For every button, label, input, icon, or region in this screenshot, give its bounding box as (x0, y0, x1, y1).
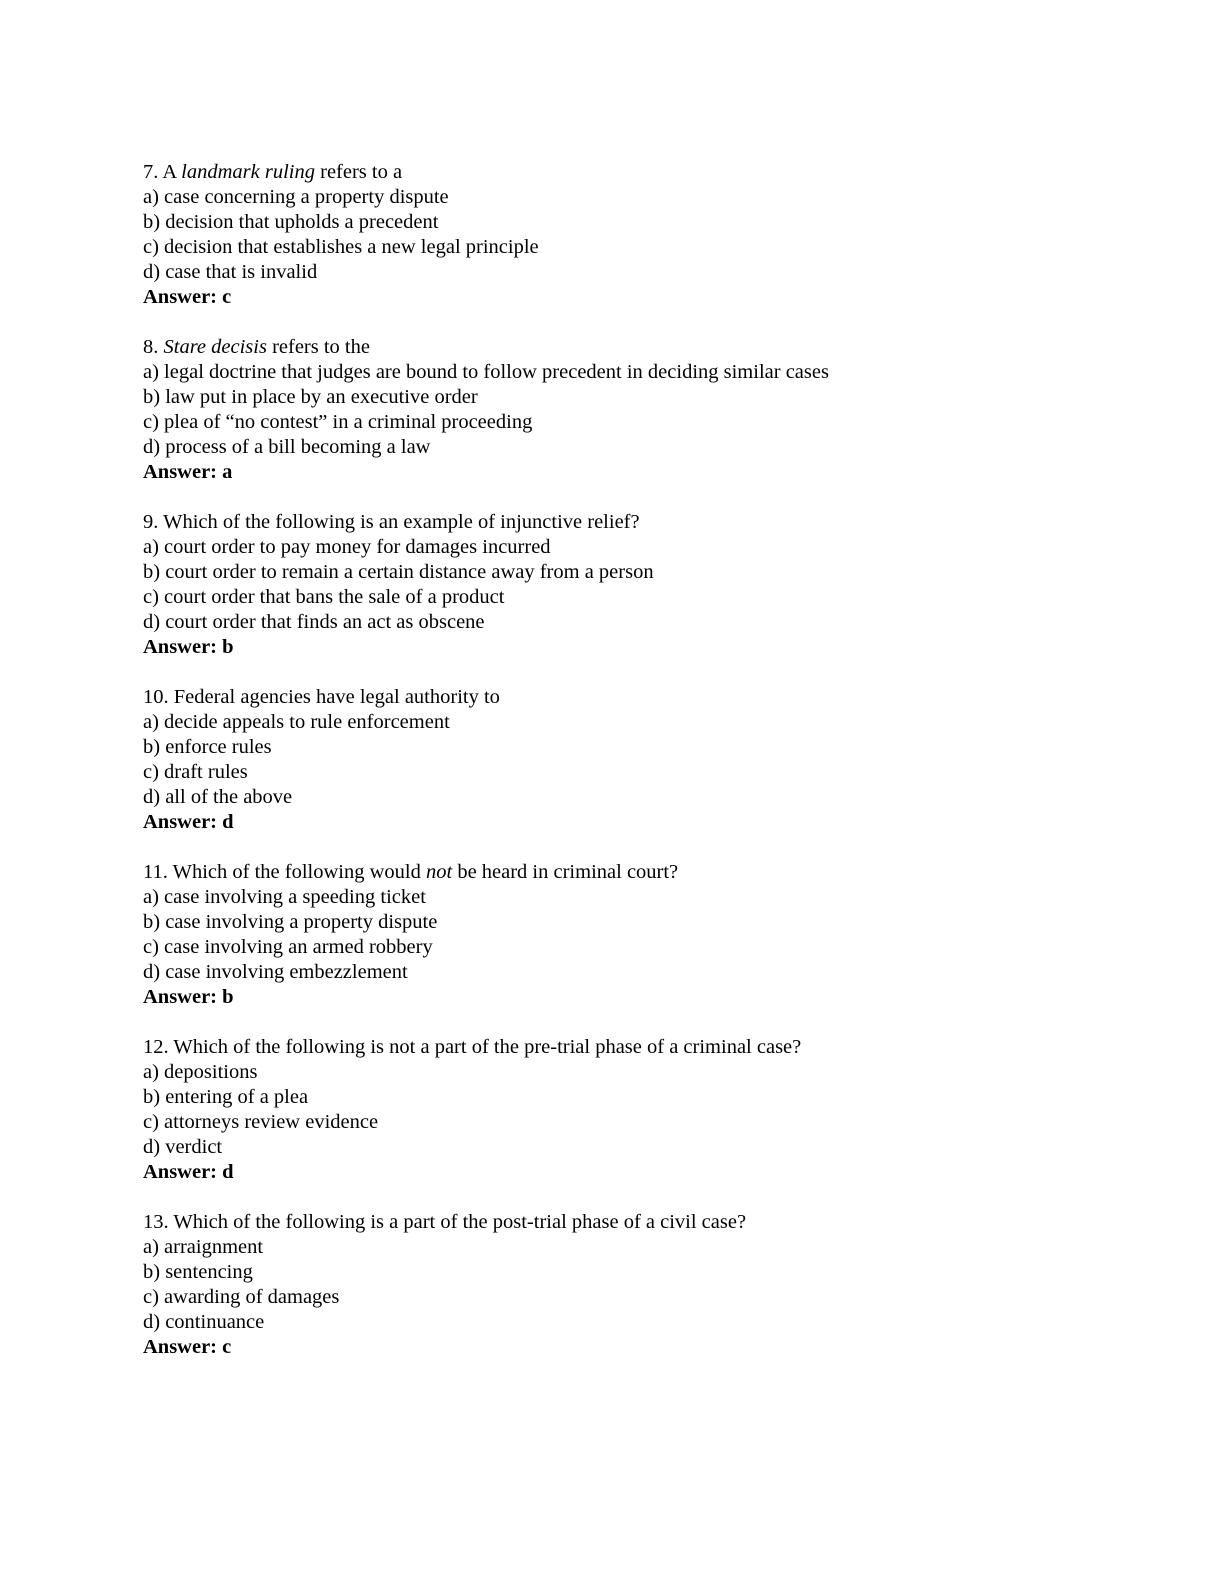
italic-term: landmark ruling (181, 161, 315, 183)
option-a: a) legal doctrine that judges are bound to follow precedent in deciding similar cases (143, 361, 829, 383)
answer-key: Answer: d (143, 1161, 234, 1183)
option-a: a) arraignment (143, 1236, 264, 1258)
question-stem: 8. Stare decisis refers to the (143, 336, 370, 358)
option-d: d) case involving embezzlement (143, 961, 408, 983)
answer-key: Answer: d (143, 811, 234, 833)
question-7 (143, 160, 1143, 310)
option-b: b) court order to remain a certain distance away from a person (143, 561, 654, 583)
option-a: a) case concerning a property dispute (143, 186, 449, 208)
option-c: c) awarding of damages (143, 1286, 340, 1308)
question-stem: 12. Which of the following is not a part of the pre-trial phase of a criminal case? (143, 1036, 802, 1058)
option-a: a) decide appeals to rule enforcement (143, 711, 450, 733)
question-stem: 13. Which of the following is a part of the post-trial phase of a civil case? (143, 1211, 747, 1233)
option-b: b) decision that upholds a precedent (143, 211, 439, 233)
question-13 (143, 1210, 1143, 1360)
italic-term: Stare decisis (163, 336, 267, 358)
option-b: b) law put in place by an executive order (143, 386, 478, 408)
option-b: b) case involving a property dispute (143, 911, 438, 933)
option-d: d) all of the above (143, 786, 293, 808)
option-a: a) case involving a speeding ticket (143, 886, 426, 908)
option-c: c) draft rules (143, 761, 248, 783)
option-c: c) plea of “no contest” in a criminal proceeding (143, 411, 533, 433)
option-c: c) court order that bans the sale of a product (143, 586, 505, 608)
quiz-page (143, 160, 1143, 1385)
option-c: c) decision that establishes a new legal principle (143, 236, 539, 258)
option-d: d) case that is invalid (143, 261, 318, 283)
option-d: d) continuance (143, 1311, 265, 1333)
question-stem: 10. Federal agencies have legal authority to (143, 686, 500, 708)
question-8 (143, 335, 1143, 485)
answer-key: Answer: b (143, 636, 234, 658)
question-10 (143, 685, 1143, 835)
question-12 (143, 1035, 1143, 1185)
answer-key: Answer: a (143, 461, 233, 483)
italic-term: not (425, 861, 453, 883)
option-d: d) court order that finds an act as obscene (143, 611, 485, 633)
option-b: b) enforce rules (143, 736, 272, 758)
option-a: a) court order to pay money for damages incurred (143, 536, 551, 558)
option-d: d) verdict (143, 1136, 223, 1158)
option-b: b) entering of a plea (143, 1086, 309, 1108)
answer-key: Answer: c (143, 286, 232, 308)
answer-key: Answer: c (143, 1336, 232, 1358)
question-stem: 11. Which of the following would not be heard in criminal court? (143, 861, 679, 883)
question-11 (143, 860, 1143, 1010)
option-a: a) depositions (143, 1061, 258, 1083)
option-c: c) attorneys review evidence (143, 1111, 379, 1133)
option-c: c) case involving an armed robbery (143, 936, 433, 958)
answer-key: Answer: b (143, 986, 234, 1008)
option-d: d) process of a bill becoming a law (143, 436, 431, 458)
question-9 (143, 510, 1143, 660)
question-stem: 7. A landmark ruling refers to a (143, 161, 403, 183)
question-stem: 9. Which of the following is an example of injunctive relief? (143, 511, 640, 533)
option-b: b) sentencing (143, 1261, 253, 1283)
